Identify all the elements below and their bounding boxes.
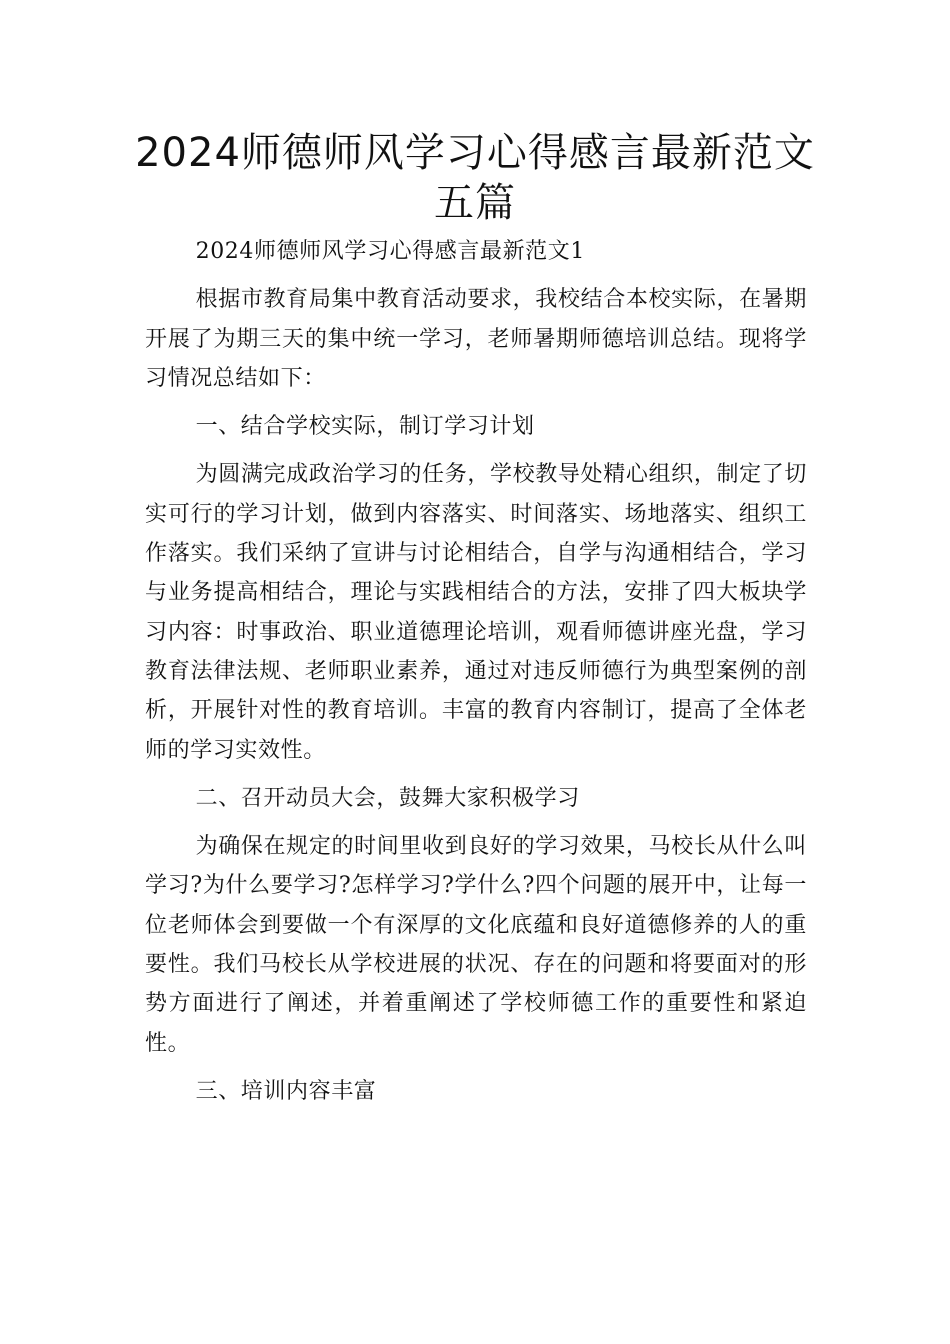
section-heading-1: 一、结合学校实际，制订学习计划 [195,414,535,440]
section-heading-3: 三、培训内容丰富 [195,1078,377,1104]
section-heading-2: 二、召开动员大会，鼓舞大家积极学习 [195,785,580,811]
paragraph: 为确保在规定的时间里收到良好的学习效果，马校长从什么叫学习?为什么要学习?怎样学习?学什么?四个问题的展开中，让每一位老师体会到要做一个有深厚的文化底蕴和良好道德修养的人的重要性。我们马校长从学校进展的状况、存在的问题和将要面对的形势方面进行了阐述，并着重阐述了学校师德工作的重要性和紧迫性。 [145,834,807,1056]
document-body [145,232,807,1120]
paragraph: 为圆满完成政治学习的任务，学校教导处精心组织，制定了切实可行的学习计划，做到内容落实、时间落实、场地落实、组织工作落实。我们采纳了宣讲与讨论相结合，自学与沟通相结合，学习与业务提高相结合，理论与实践相结合的方法，安排了四大板块学习内容：时事政治、职业道德理论培训，观看师德讲座光盘，学习教育法律法规、老师职业素养，通过对违反师德行为典型案例的剖析，开展针对性的教育培训。丰富的教育内容制订，提高了全体老师的学习实效性。 [145,462,807,763]
document-title: 2024师德师风学习心得感言最新范文五篇 [135,130,815,226]
section-heading-essay-1: 2024师德师风学习心得感言最新范文1 [195,239,585,264]
paragraph: 根据市教育局集中教育活动要求，我校结合本校实际，在暑期开展了为期三天的集中统一学习，老师暑期师德培训总结。现将学习情况总结如下： [145,287,807,391]
